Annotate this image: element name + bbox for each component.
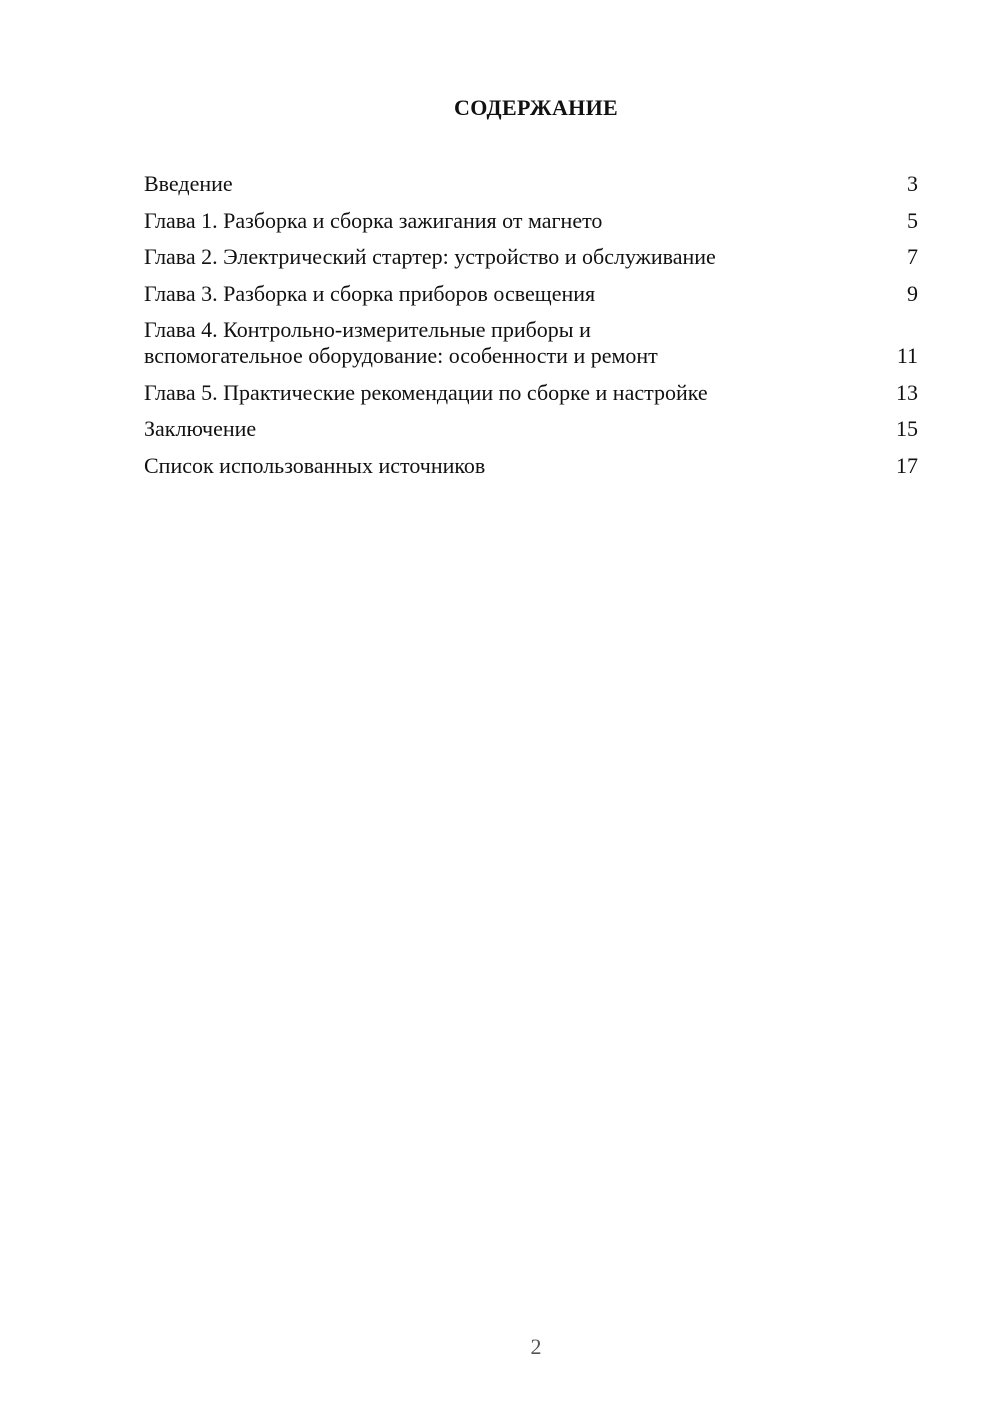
toc-entry-chapter-4[interactable] (144, 317, 918, 369)
toc-entry-title: Глава 3. Разборка и сборка приборов освещения (144, 280, 596, 306)
toc-entry-title: Глава 5. Практические рекомендации по сборке и настройке (144, 379, 708, 405)
toc-entry-introduction[interactable] (144, 171, 918, 197)
page-number: 2 (530, 1334, 542, 1359)
toc-entry-title: Глава 4. Контрольно-измерительные приборы и вспомогательное оборудование: особенности и ремонт (144, 317, 658, 368)
toc-entry-title: Введение (144, 171, 233, 196)
toc-entry-chapter-3[interactable] (144, 281, 918, 307)
toc-entry-chapter-1[interactable] (144, 208, 918, 234)
toc-entry-title: Список использованных источников (144, 452, 486, 478)
toc-entry-chapter-2[interactable] (144, 244, 918, 270)
toc-entry-page: 15 (896, 416, 918, 441)
toc-entry-page: 5 (907, 207, 918, 233)
toc-entry-page: 3 (907, 171, 918, 196)
toc-entry-title: Глава 1. Разборка и сборка зажигания от магнето (144, 207, 603, 233)
table-of-contents (144, 171, 918, 489)
toc-entry-conclusion[interactable] (144, 416, 918, 442)
toc-entry-page: 11 (896, 343, 918, 368)
toc-entry-title: Заключение (144, 416, 257, 441)
toc-entry-title: Глава 2. Электрический стартер: устройство и обслуживание (144, 244, 716, 269)
toc-entry-page: 13 (896, 379, 918, 405)
page-title: СОДЕРЖАНИЕ (454, 95, 618, 120)
toc-entry-references[interactable] (144, 453, 918, 479)
toc-entry-chapter-5[interactable] (144, 380, 918, 406)
toc-entry-page: 17 (896, 452, 918, 478)
toc-entry-page: 9 (907, 280, 918, 306)
toc-entry-page: 7 (907, 244, 918, 269)
